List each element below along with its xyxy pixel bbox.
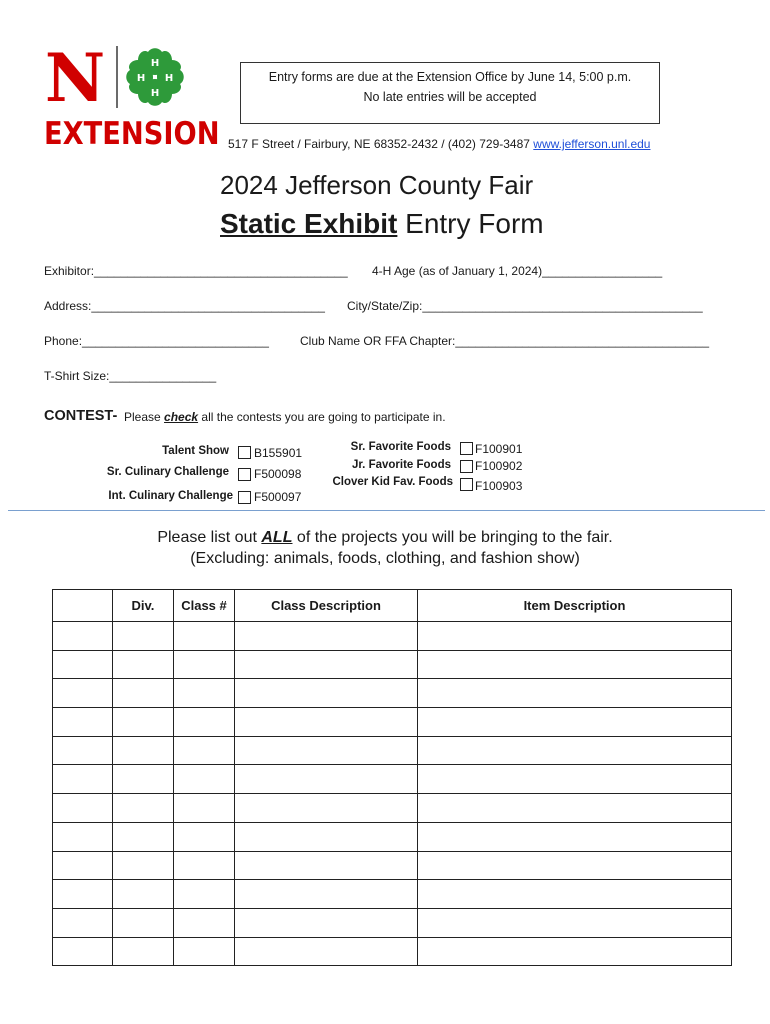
contest-instr-check: check [164,410,199,424]
contest-checkbox-sr-favorite-foods[interactable] [460,442,473,455]
table-header [53,590,113,622]
table-cell[interactable] [235,794,418,823]
projects-table [52,589,732,966]
contest-checkbox-jr-favorite-foods[interactable] [460,460,473,473]
contest-checkbox-sr-culinary[interactable] [238,468,251,481]
table-cell[interactable] [174,736,235,765]
svg-text:H: H [150,88,160,99]
svg-text:H: H [150,58,160,69]
table-cell[interactable] [235,622,418,651]
table-header: Class # [174,590,235,622]
table-cell[interactable] [113,880,174,909]
deadline-notice-line1: Entry forms are due at the Extension Office by June 14, 5:00 p.m. [268,70,632,84]
table-cell[interactable] [113,822,174,851]
table-cell[interactable] [418,794,732,823]
table-row [53,908,732,937]
table-cell[interactable] [174,822,235,851]
table-cell[interactable] [113,937,174,966]
table-row [53,937,732,966]
table-cell[interactable] [113,650,174,679]
age-field[interactable]: 4-H Age (as of January 1, 2024)__________________ [372,264,663,278]
table-cell[interactable] [235,937,418,966]
nebraska-n-logo [44,47,106,105]
table-cell[interactable] [53,880,113,909]
table-cell[interactable] [235,679,418,708]
table-row [53,765,732,794]
deadline-notice-box [240,62,660,124]
projects-exclusions: (Excluding: animals, foods, clothing, and fashion show) [190,550,580,567]
exhibitor-field[interactable]: Exhibitor:______________________________________ [44,264,348,278]
table-cell[interactable] [174,794,235,823]
contest-checkbox-int-culinary[interactable] [238,491,251,504]
table-cell[interactable] [53,851,113,880]
svg-text:N: N [44,47,106,105]
table-cell[interactable] [174,622,235,651]
table-cell[interactable] [235,851,418,880]
table-cell[interactable] [418,880,732,909]
table-cell[interactable] [174,908,235,937]
address-field[interactable]: Address:___________________________________ [44,299,325,313]
table-cell[interactable] [113,908,174,937]
table-row [53,708,732,737]
projects-instr-post: of the projects you will be bringing to the fair. [292,529,613,546]
table-cell[interactable] [235,765,418,794]
form-subtitle-rest: Entry Form [397,208,544,239]
table-header: Item Description [418,590,732,622]
contest-name: Jr. Favorite Foods [351,459,451,471]
table-cell[interactable] [174,679,235,708]
contest-name: Sr. Culinary Challenge [106,466,229,478]
table-cell[interactable] [113,622,174,651]
contest-instructions [124,410,446,424]
table-cell[interactable] [113,794,174,823]
table-cell[interactable] [174,765,235,794]
table-cell[interactable] [174,650,235,679]
form-subtitle [220,208,544,240]
city-state-zip-field[interactable]: City/State/Zip:__________________________________________ [347,299,703,313]
projects-instructions [0,529,770,547]
table-cell[interactable] [53,937,113,966]
table-cell[interactable] [53,908,113,937]
contest-name: Int. Culinary Challenge [108,490,233,502]
table-row [53,794,732,823]
table-cell[interactable] [53,794,113,823]
table-header: Div. [113,590,174,622]
contest-name: Talent Show [162,445,229,457]
table-cell[interactable] [113,708,174,737]
table-cell[interactable] [235,822,418,851]
table-cell[interactable] [113,736,174,765]
contest-checkbox-talent-show[interactable] [238,446,251,459]
section-divider [8,510,765,511]
svg-text:H: H [136,73,146,84]
table-row [53,679,732,708]
table-row [53,622,732,651]
contest-code: F500097 [254,490,302,504]
page-title: 2024 Jefferson County Fair [220,170,534,200]
projects-instr-all: ALL [261,529,293,546]
table-cell[interactable] [418,708,732,737]
table-cell[interactable] [113,679,174,708]
office-address: 517 F Street / Fairbury, NE 68352-2432 / (402) 729-3487 [228,137,530,151]
4h-clover-icon [124,46,186,108]
table-cell[interactable] [53,765,113,794]
contest-code: F100903 [475,479,523,493]
table-cell[interactable] [174,851,235,880]
table-cell[interactable] [174,937,235,966]
table-cell[interactable] [113,851,174,880]
table-row [53,650,732,679]
table-header: Class Description [235,590,418,622]
table-cell[interactable] [235,908,418,937]
table-cell[interactable] [113,765,174,794]
table-cell[interactable] [418,736,732,765]
website-link[interactable]: www.jefferson.unl.edu [533,137,651,151]
contest-code: B155901 [254,446,303,460]
table-cell[interactable] [235,708,418,737]
logo-divider [116,46,118,108]
table-row [53,880,732,909]
tshirt-size-field[interactable]: T-Shirt Size:________________ [44,369,217,383]
contest-instr-pre: Please [124,410,165,424]
table-cell[interactable] [418,822,732,851]
contest-name: Sr. Favorite Foods [350,441,451,453]
club-name-field[interactable]: Club Name OR FFA Chapter:______________________________________ [300,334,709,348]
table-header-row [53,590,732,622]
table-cell[interactable] [418,908,732,937]
contest-heading: CONTEST- [44,408,118,424]
table-cell[interactable] [53,679,113,708]
table-row [53,851,732,880]
office-contact-line [228,137,650,151]
table-cell[interactable] [418,937,732,966]
form-subtitle-bold: Static Exhibit [220,208,398,239]
table-cell[interactable] [418,679,732,708]
svg-text:H: H [164,73,174,84]
table-cell[interactable] [174,708,235,737]
table-cell[interactable] [235,650,418,679]
projects-instr-pre: Please list out [157,529,262,546]
table-cell[interactable] [418,851,732,880]
table-cell[interactable] [53,708,113,737]
contest-code: F100901 [475,442,523,456]
table-cell[interactable] [235,880,418,909]
extension-wordmark: EXTENSION [44,116,220,152]
contest-code: F500098 [254,467,302,481]
table-cell[interactable] [53,822,113,851]
deadline-notice-line2: No late entries will be accepted [363,90,537,104]
table-cell[interactable] [418,650,732,679]
table-cell[interactable] [53,650,113,679]
phone-field[interactable]: Phone:____________________________ [44,334,269,348]
contest-name: Clover Kid Fav. Foods [332,476,453,488]
table-cell[interactable] [53,622,113,651]
table-cell[interactable] [53,736,113,765]
projects-table-body [53,622,732,966]
table-row [53,822,732,851]
table-cell[interactable] [418,622,732,651]
table-cell[interactable] [174,880,235,909]
contest-instr-post: all the contests you are going to participate in. [198,410,446,424]
table-row [53,736,732,765]
contest-checkbox-clover-kid[interactable] [460,478,473,491]
contest-code: F100902 [475,459,523,473]
table-cell[interactable] [418,765,732,794]
table-cell[interactable] [235,736,418,765]
